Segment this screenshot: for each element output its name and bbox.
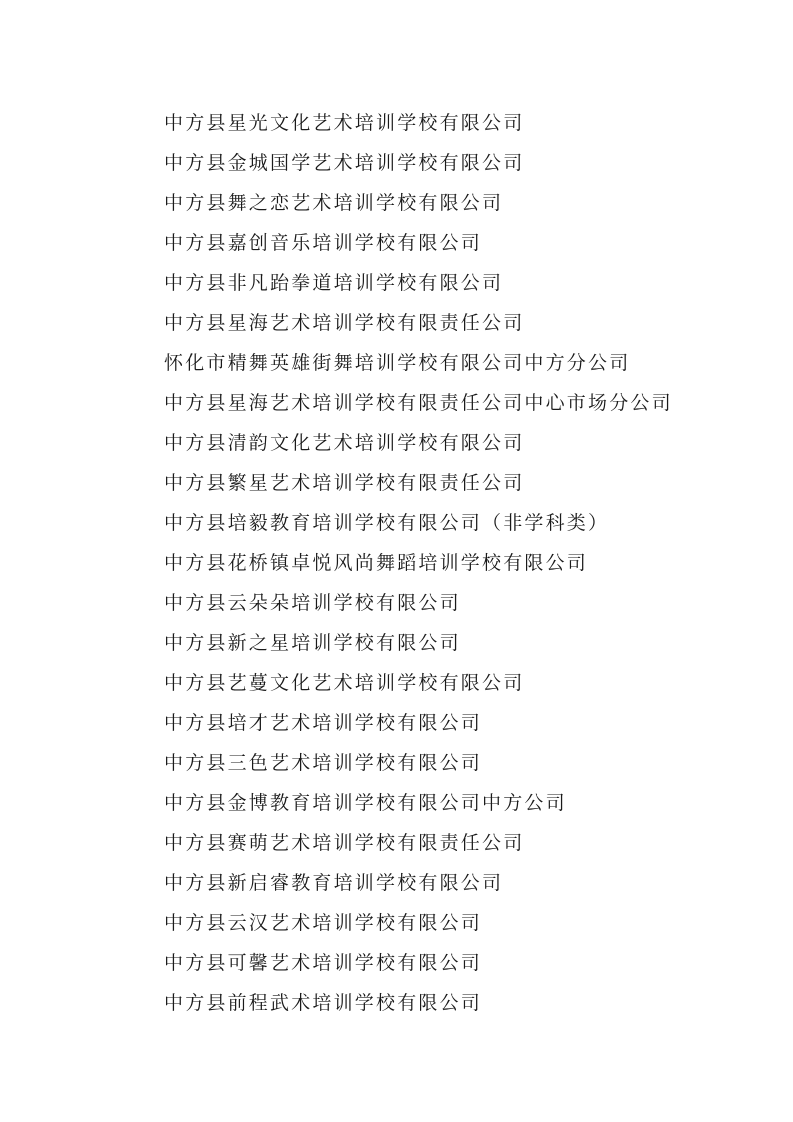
list-item: 中方县三色艺术培训学校有限公司 (164, 752, 483, 774)
school-list (164, 103, 673, 1023)
list-item: 中方县星光文化艺术培训学校有限公司 (164, 112, 525, 134)
list-item: 中方县赛萌艺术培训学校有限责任公司 (164, 832, 525, 854)
list-item: 中方县新启睿教育培训学校有限公司 (164, 872, 504, 894)
list-item: 中方县繁星艺术培训学校有限责任公司 (164, 472, 525, 494)
list-item: 中方县新之星培训学校有限公司 (164, 632, 461, 654)
list-item: 中方县金城国学艺术培训学校有限公司 (164, 152, 525, 174)
list-item: 中方县嘉创音乐培训学校有限公司 (164, 232, 483, 254)
list-item: 中方县非凡跆拳道培训学校有限公司 (164, 272, 504, 294)
list-item: 中方县花桥镇卓悦风尚舞蹈培训学校有限公司 (164, 552, 589, 574)
list-item: 中方县舞之恋艺术培训学校有限公司 (164, 192, 504, 214)
list-item: 中方县培毅教育培训学校有限公司（非学科类） (164, 512, 610, 534)
list-item: 中方县星海艺术培训学校有限责任公司 (164, 312, 525, 334)
list-item: 中方县云汉艺术培训学校有限公司 (164, 912, 483, 934)
list-item: 中方县云朵朵培训学校有限公司 (164, 592, 461, 614)
list-item: 中方县培才艺术培训学校有限公司 (164, 712, 483, 734)
list-item: 中方县前程武术培训学校有限公司 (164, 992, 483, 1014)
list-item: 中方县星海艺术培训学校有限责任公司中心市场分公司 (164, 392, 673, 414)
list-item: 怀化市精舞英雄街舞培训学校有限公司中方分公司 (164, 352, 631, 374)
list-item: 中方县艺蔓文化艺术培训学校有限公司 (164, 672, 525, 694)
list-item: 中方县金博教育培训学校有限公司中方公司 (164, 792, 567, 814)
list-item: 中方县可馨艺术培训学校有限公司 (164, 952, 483, 974)
list-item: 中方县清韵文化艺术培训学校有限公司 (164, 432, 525, 454)
